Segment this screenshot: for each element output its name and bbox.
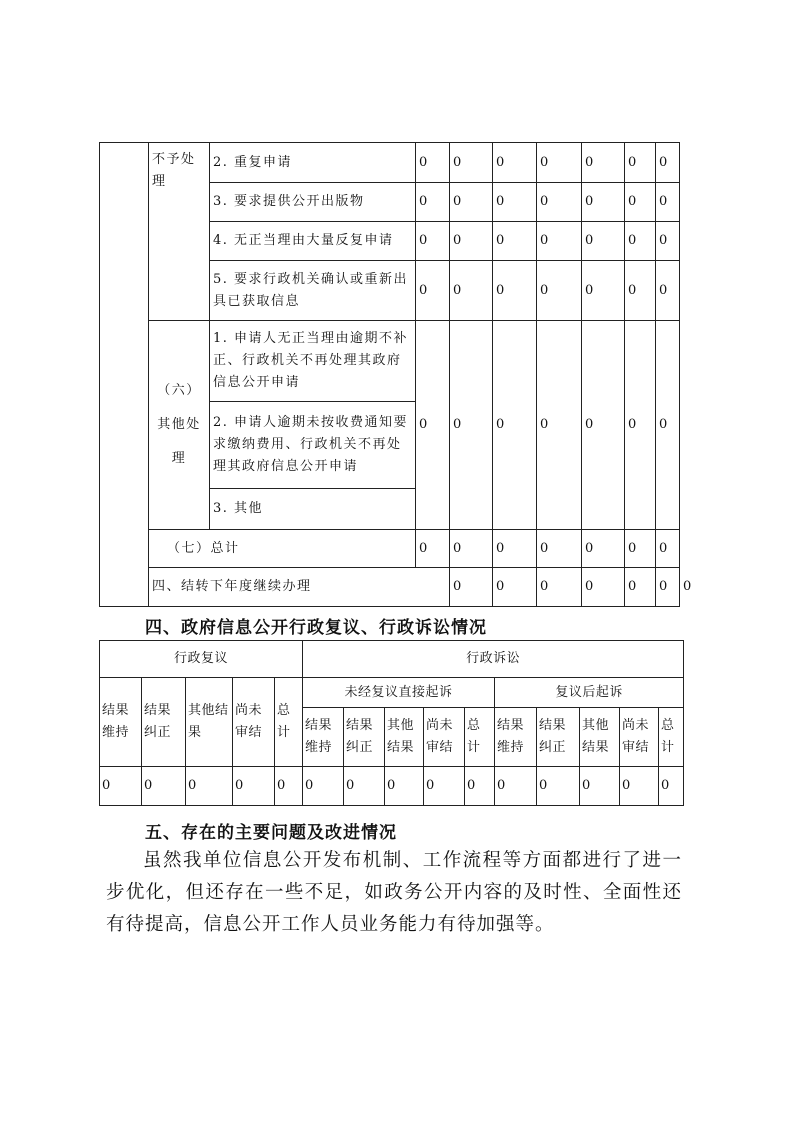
value-cell: 0 (416, 530, 450, 568)
value-cell: 0 (656, 530, 680, 568)
value-cell: 0 (537, 143, 582, 183)
value-cell: 0 (416, 183, 450, 222)
value-cell: 0 (450, 222, 493, 261)
sub-header: 尚未审结 (424, 708, 465, 767)
value-cell: 0 (582, 222, 625, 261)
value-cell: 0 (537, 222, 582, 261)
application-handling-table (99, 142, 693, 607)
value-cell: 0 (416, 261, 450, 321)
sub-header: 尚未审结 (233, 678, 275, 767)
item-label: 3. 要求提供公开出版物 (210, 183, 416, 222)
item-label: 5. 要求行政机关确认或重新出具已获取信息 (210, 261, 416, 321)
value-cell: 0 (385, 767, 424, 806)
value-cell: 0 (625, 183, 656, 222)
value-cell: 0 (344, 767, 385, 806)
item-label: 4. 无正当理由大量反复申请 (210, 222, 416, 261)
value-cell: 0 (582, 568, 625, 607)
value-cell: 0 (625, 222, 656, 261)
value-cell: 0 (625, 261, 656, 321)
value-cell: 0 (450, 321, 493, 530)
value-cell: 0 (537, 530, 582, 568)
sub-header: 结果维持 (100, 678, 142, 767)
litigation-header: 行政诉讼 (303, 641, 684, 678)
value-cell: 0 (656, 183, 680, 222)
sub-header: 结果纠正 (142, 678, 186, 767)
carryover-label: 四、结转下年度继续办理 (149, 568, 450, 607)
value-cell: 0 (493, 321, 537, 530)
value-cell: 0 (493, 222, 537, 261)
value-cell: 0 (450, 143, 493, 183)
sub-header: 总计 (465, 708, 495, 767)
value-cell: 0 (100, 767, 142, 806)
category-label: 不予处理 (149, 143, 210, 321)
value-cell: 0 (142, 767, 186, 806)
value-cell: 0 (620, 767, 659, 806)
value-cell: 0 (275, 767, 303, 806)
sub-header: 结果维持 (303, 708, 344, 767)
sub-header: 总计 (659, 708, 684, 767)
table-row (100, 143, 680, 183)
value-cell: 0 (656, 261, 680, 321)
category-label: （六）其他处理 (149, 321, 210, 530)
value-cell: 0 (537, 321, 582, 530)
value-cell: 0 (493, 530, 537, 568)
sub-header: 其他结果 (580, 708, 620, 767)
value-cell: 0 (416, 222, 450, 261)
sub-header: 结果纠正 (537, 708, 580, 767)
value-cell: 0 (537, 568, 582, 607)
value-cell: 0 (450, 530, 493, 568)
value-cell: 0 (493, 183, 537, 222)
table-row (100, 321, 680, 402)
review-header: 行政复议 (100, 641, 303, 678)
value-cell: 0 (424, 767, 465, 806)
value-cell: 0 (582, 321, 625, 530)
sub-header: 其他结果 (385, 708, 424, 767)
value-cell: 0 (625, 321, 656, 530)
section-5-paragraph: 虽然我单位信息公开发布机制、工作流程等方面都进行了进一步优化，但还存在一些不足，如政务公开内容的及时性、全面性还有待提高，信息公开工作人员业务能力有待加强等。 (106, 850, 682, 935)
value-cell: 0 (450, 183, 493, 222)
item-label: 2. 重复申请 (210, 143, 416, 183)
value-cell: 0 (656, 222, 680, 261)
value-cell: 0 (580, 767, 620, 806)
value-cell: 0 (493, 568, 537, 607)
item-label: 3. 其他 (210, 489, 416, 530)
value-cell: 0 (493, 143, 537, 183)
value-cell: 0 (416, 143, 450, 183)
value-cell: 0 (625, 568, 656, 607)
sub-header: 尚未审结 (620, 708, 659, 767)
value-cell: 0 (495, 767, 537, 806)
value-cell: 0 (493, 261, 537, 321)
after-review-header: 复议后起诉 (495, 678, 684, 708)
value-cell: 0 (582, 530, 625, 568)
value-cell: 0 (659, 767, 684, 806)
carryover-row: 四、结转下年度继续办理 0 0 0 0 0 0 0 (100, 568, 680, 607)
value-cell: 0 (656, 321, 680, 530)
sub-header: 结果纠正 (344, 708, 385, 767)
total-row (100, 530, 680, 568)
value-cell: 0 (465, 767, 495, 806)
value-cell: 0 (625, 530, 656, 568)
value-cell: 0 (450, 261, 493, 321)
item-label: 1. 申请人无正当理由逾期不补正、行政机关不再处理其政府信息公开申请 (210, 321, 416, 402)
value-cell: 0 (450, 568, 493, 607)
value-cell: 0 (233, 767, 275, 806)
value-cell: 0 (537, 767, 580, 806)
sub-header: 结果维持 (495, 708, 537, 767)
direct-suit-header: 未经复议直接起诉 (303, 678, 495, 708)
sub-header: 总计 (275, 678, 303, 767)
value-cell: 0 (582, 143, 625, 183)
value-cell: 0 (186, 767, 233, 806)
value-cell: 0 (537, 261, 582, 321)
value-cell: 0 (303, 767, 344, 806)
section-5-title: 五、存在的主要问题及改进情况 (145, 823, 397, 843)
value-cell: 0 (656, 143, 680, 183)
sub-header: 其他结果 (186, 678, 233, 767)
blank-cell (100, 143, 149, 607)
section-4-title: 四、政府信息公开行政复议、行政诉讼情况 (145, 618, 487, 638)
total-label: （七）总计 (149, 530, 416, 568)
review-litigation-table (99, 640, 684, 806)
value-cell: 0 (625, 143, 656, 183)
value-cell: 0 (537, 183, 582, 222)
value-cell: 0 (416, 321, 450, 530)
item-label: 2. 申请人逾期未按收费通知要求缴纳费用、行政机关不再处理其政府信息公开申请 (210, 402, 416, 489)
table-row (100, 767, 684, 806)
value-cell: 0 (582, 183, 625, 222)
value-cell: 0 (656, 568, 680, 607)
value-cell: 0 (582, 261, 625, 321)
